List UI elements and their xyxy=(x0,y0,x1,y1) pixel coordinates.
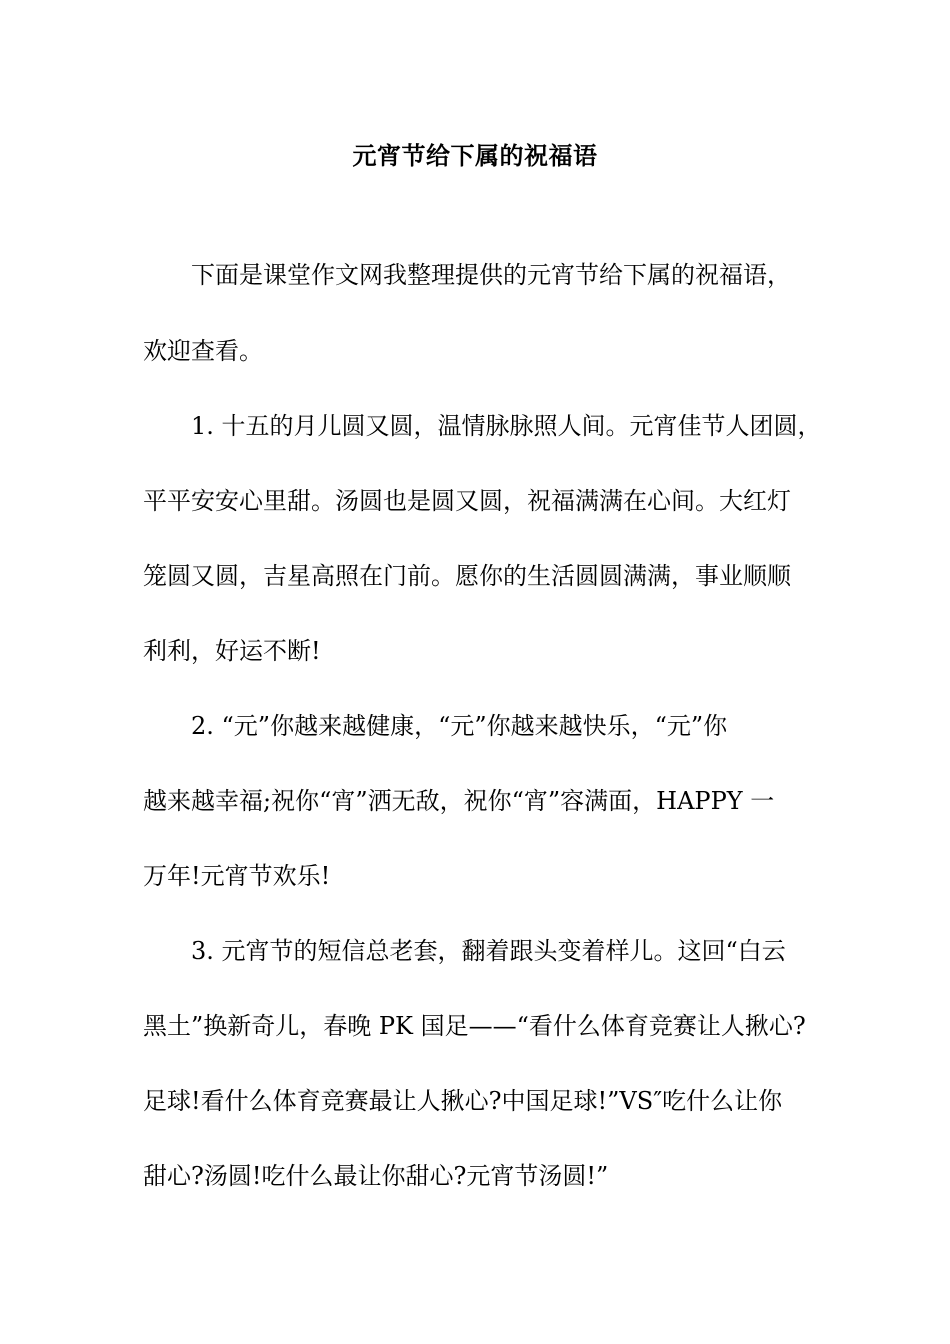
item-3-line-3: 足球!看什么体育竞赛最让人揪心?中国足球!”VS″吃什么让你 xyxy=(143,1087,783,1115)
item-3-line-2: 黑土”换新奇儿，春晚 PK 国足——“看什么体育竞赛让人揪心? xyxy=(143,1012,806,1040)
item-1-line-3: 笼圆又圆，吉星高照在门前。愿你的生活圆圆满满，事业顺顺 xyxy=(143,562,791,590)
item-1-line-1: 1. 十五的月儿圆又圆，温情脉脉照人间。元宵佳节人团圆， xyxy=(191,412,822,440)
item-1-line-2: 平平安安心里甜。汤圆也是圆又圆，祝福满满在心间。大红灯 xyxy=(143,487,791,515)
intro-line-1: 下面是课堂作文网我整理提供的元宵节给下属的祝福语， xyxy=(191,261,791,289)
item-2-line-2: 越来越幸福;祝你“宵”洒无敌，祝你“宵”容满面，HAPPY 一 xyxy=(143,787,775,815)
item-2-line-1: 2. “元”你越来越健康，“元”你越来越快乐，“元”你 xyxy=(191,712,728,740)
document-title: 元宵节给下属的祝福语 xyxy=(352,141,598,170)
item-3-line-4: 甜心?汤圆!吃什么最让你甜心?元宵节汤圆!” xyxy=(143,1162,609,1190)
intro-line-2: 欢迎查看。 xyxy=(143,337,263,365)
item-2-line-3: 万年!元宵节欢乐! xyxy=(143,862,331,890)
item-3-line-1: 3. 元宵节的短信总老套，翻着跟头变着样儿。这回“白云 xyxy=(191,937,786,965)
item-1-line-4: 利利，好运不断! xyxy=(143,637,321,665)
